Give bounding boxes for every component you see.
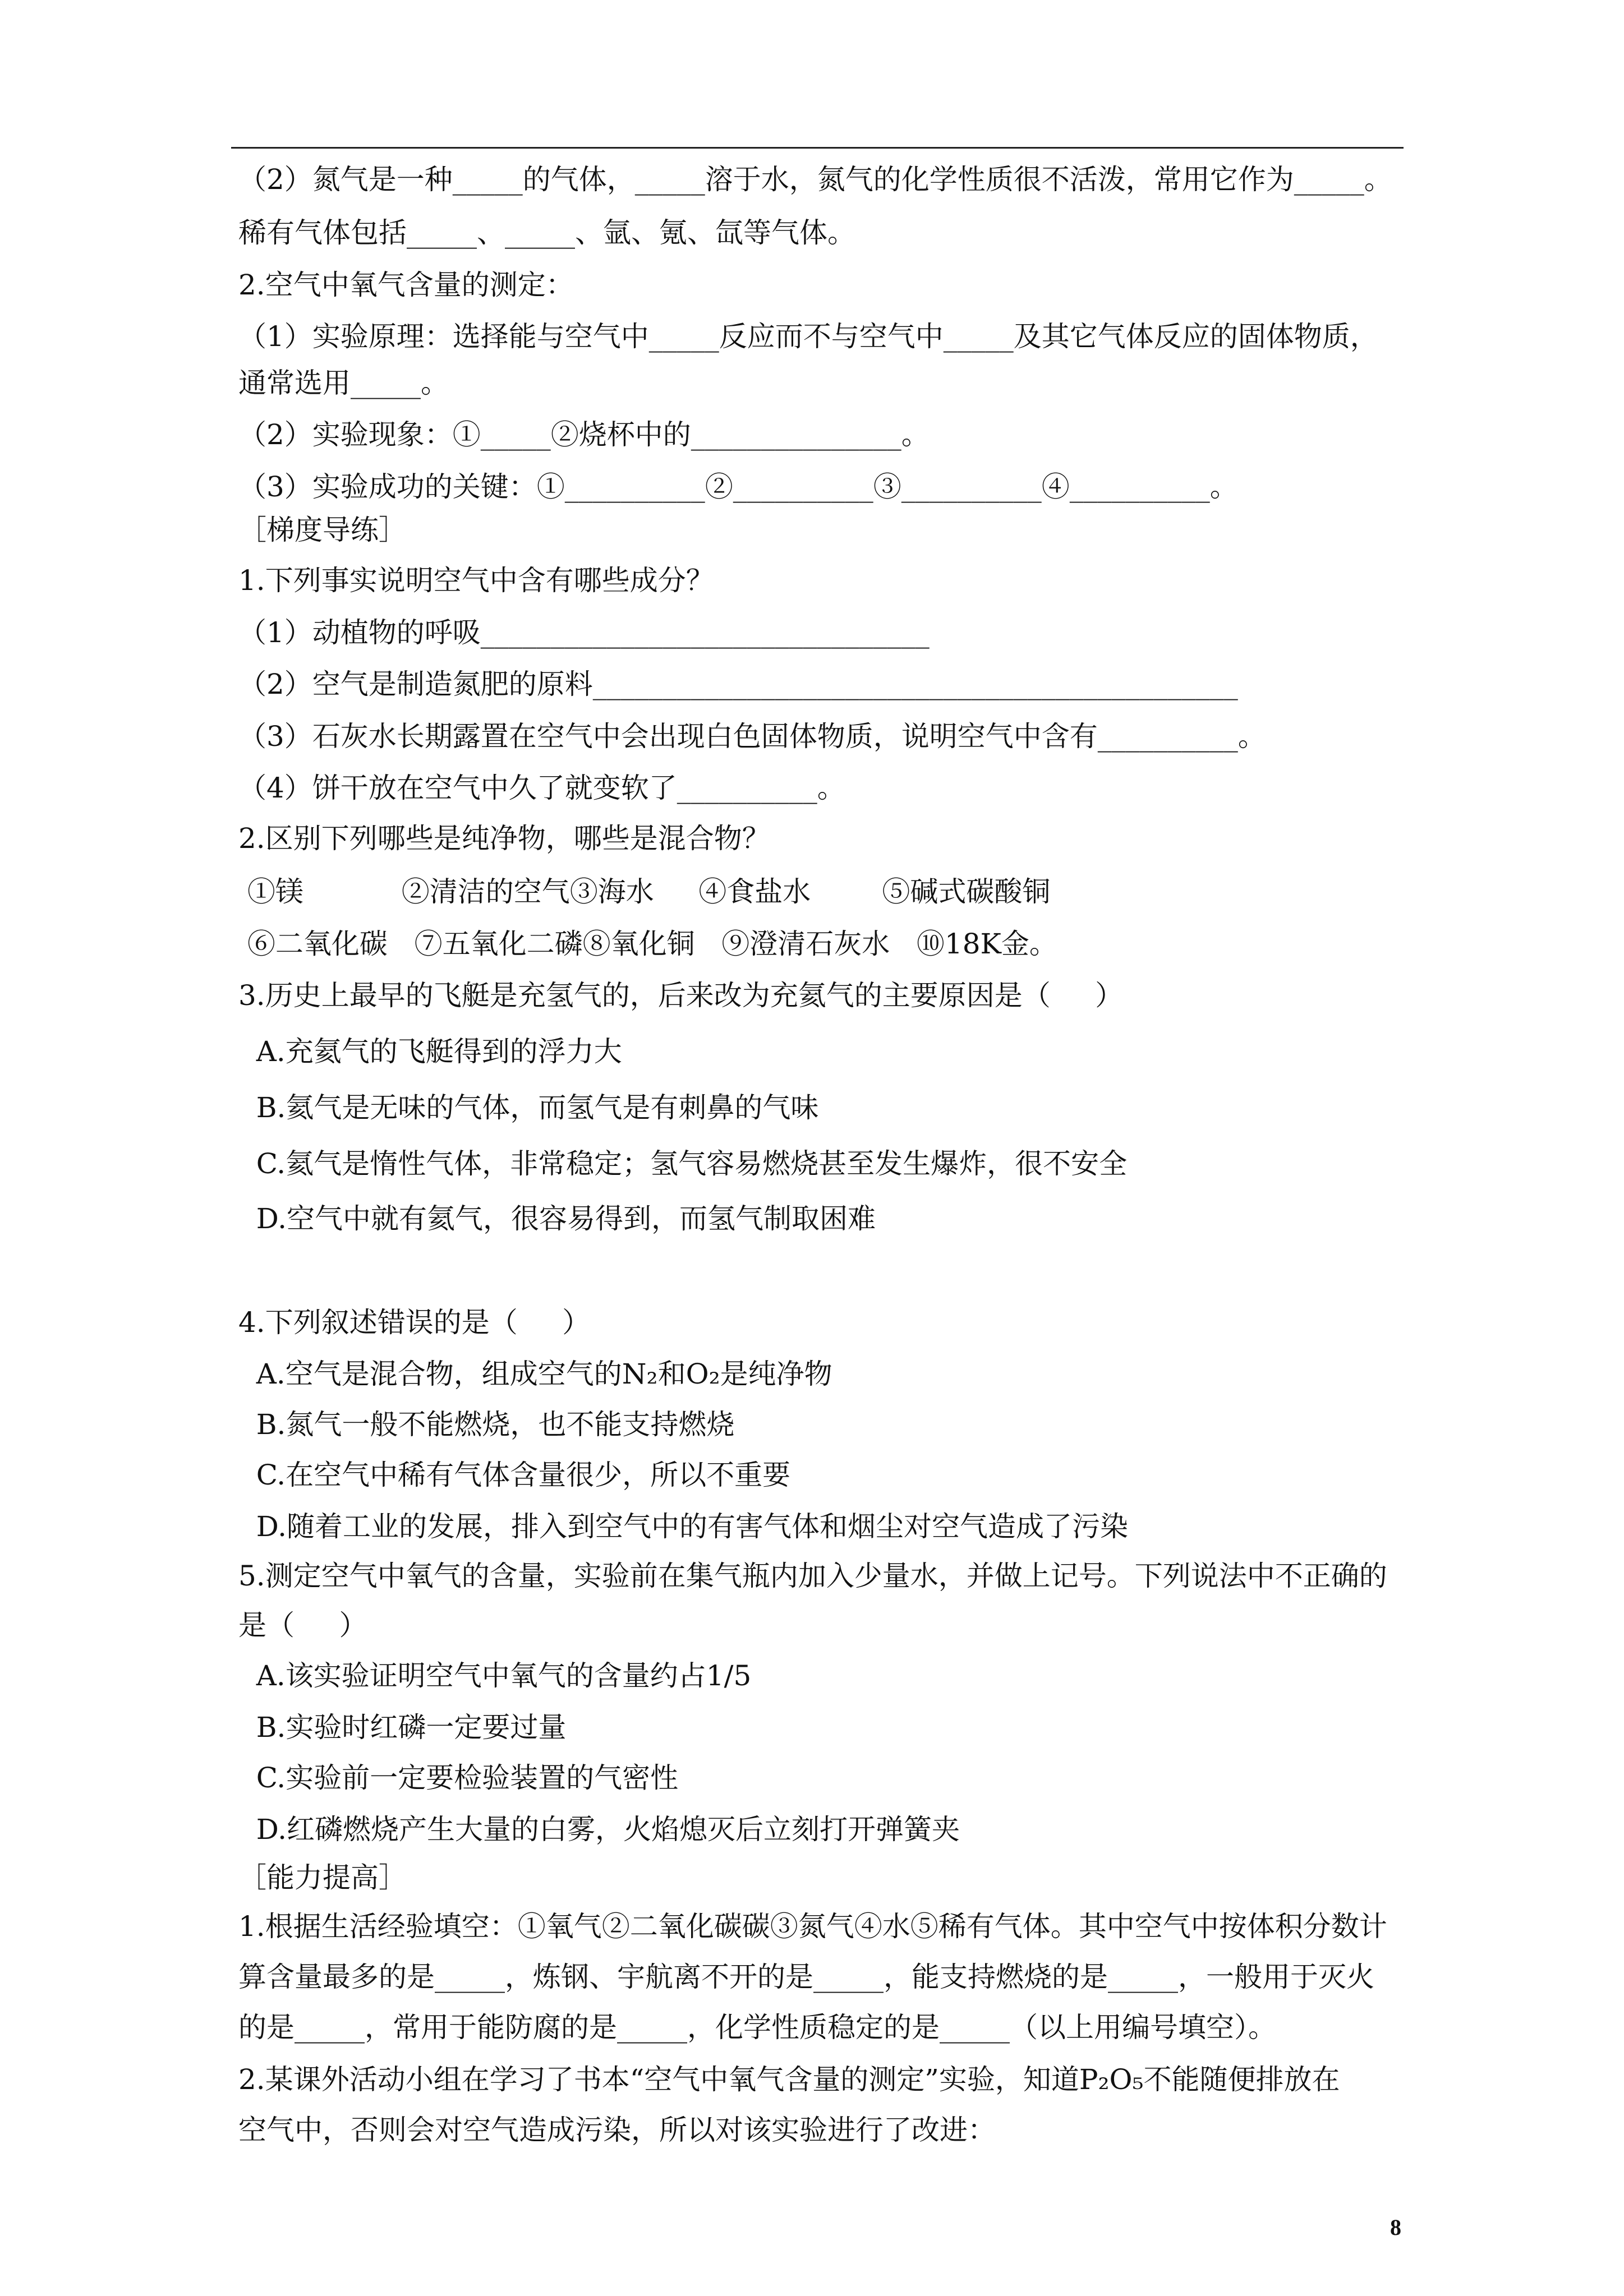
option: D.空气中就有氦气，很容易得到，而氢气制取困难 (238, 1202, 876, 1235)
text-line: （1）实验原理：选择能与空气中_____反应而不与空气中_____及其它气体反应的固体物质， (238, 320, 1378, 353)
question: 1.根据生活经验填空：①氧气②二氧化碳碳③氮气④水⑤稀有气体。其中空气中按体积分数计 (238, 1910, 1387, 1943)
question: 1.下列事实说明空气中含有哪些成分？ (238, 564, 714, 597)
question: 2.某课外活动小组在学习了书本“空气中氧气含量的测定”实验，知道P₂O₅不能随便排放在 (238, 2063, 1340, 2096)
question: 2.区别下列哪些是纯净物，哪些是混合物？ (238, 822, 770, 855)
option: C.在空气中稀有气体含量很少，所以不重要 (238, 1459, 791, 1491)
text-line: （2）空气是制造氮肥的原料______________________________________________ (238, 668, 1238, 700)
text-line: 的是_____，常用于能防腐的是_____，化学性质稳定的是_____（以上用编号填空）。 (238, 2011, 1276, 2044)
option: D.红磷燃烧产生大量的白雾，火焰熄灭后立刻打开弹簧夹 (238, 1813, 960, 1846)
text-line: 通常选用_____。 (238, 367, 449, 399)
header-rule (231, 147, 1404, 149)
question: 5.测定空气中氧气的含量，实验前在集气瓶内加入少量水，并做上记号。下列说法中不正确的 (238, 1560, 1387, 1592)
question: 4.下列叙述错误的是（ ） (238, 1306, 591, 1339)
section-heading: 2.空气中氧气含量的测定： (238, 269, 574, 301)
section-heading: ［梯度导练］ (238, 514, 407, 546)
text-line: ①镁 ②清洁的空气③海水 ④食盐水 ⑤碱式碳酸铜 (238, 875, 1051, 908)
option: A.充氦气的飞艇得到的浮力大 (238, 1035, 622, 1068)
text-line: 空气中，否则会对空气造成污染，所以对该实验进行了改进： (238, 2114, 996, 2146)
option: C.实验前一定要检验装置的气密性 (238, 1762, 679, 1794)
text-line: （2）实验现象：①_____②烧杯中的_______________。 (238, 418, 930, 451)
text-line: （2）氮气是一种_____的气体，_____溶于水，氮气的化学性质很不活泼，常用它作为_____。 (238, 163, 1392, 196)
text-line: ⑥二氧化碳 ⑦五氧化二磷⑧氧化铜 ⑨澄清石灰水 ⑩18K金。 (238, 928, 1057, 960)
option: A.该实验证明空气中氧气的含量约占1/5 (238, 1659, 752, 1692)
option: D.随着工业的发展，排入到空气中的有害气体和烟尘对空气造成了污染 (238, 1510, 1128, 1543)
text-line: 稀有气体包括_____、_____、氩、氪、氙等气体。 (238, 216, 855, 249)
question: 3.历史上最早的飞艇是充氢气的，后来改为充氦气的主要原因是（ ） (238, 979, 1124, 1012)
text-line: 算含量最多的是_____，炼钢、宇航离不开的是_____，能支持燃烧的是_____，一般用于灭火 (238, 1961, 1374, 1993)
text-line: （3）实验成功的关键：①__________②__________③__________④__________。 (238, 471, 1238, 503)
text-line: （1）动植物的呼吸________________________________ (238, 616, 930, 649)
text-line: （3）石灰水长期露置在空气中会出现白色固体物质，说明空气中含有__________。 (238, 720, 1266, 753)
text-line: 是（ ） (238, 1609, 367, 1642)
section-heading: ［能力提高］ (238, 1861, 407, 1894)
page-number: 8 (1390, 2215, 1401, 2240)
option: C.氦气是惰性气体，非常稳定；氢气容易燃烧甚至发生爆炸，很不安全 (238, 1147, 1128, 1180)
option: B.氦气是无味的气体，而氢气是有刺鼻的气味 (238, 1091, 819, 1124)
option: A.空气是混合物，组成空气的N₂和O₂是纯净物 (238, 1358, 832, 1390)
option: B.实验时红磷一定要过量 (238, 1711, 567, 1744)
text-line: （4）饼干放在空气中久了就变软了__________。 (238, 772, 845, 804)
option: B.氮气一般不能燃烧，也不能支持燃烧 (238, 1408, 735, 1441)
